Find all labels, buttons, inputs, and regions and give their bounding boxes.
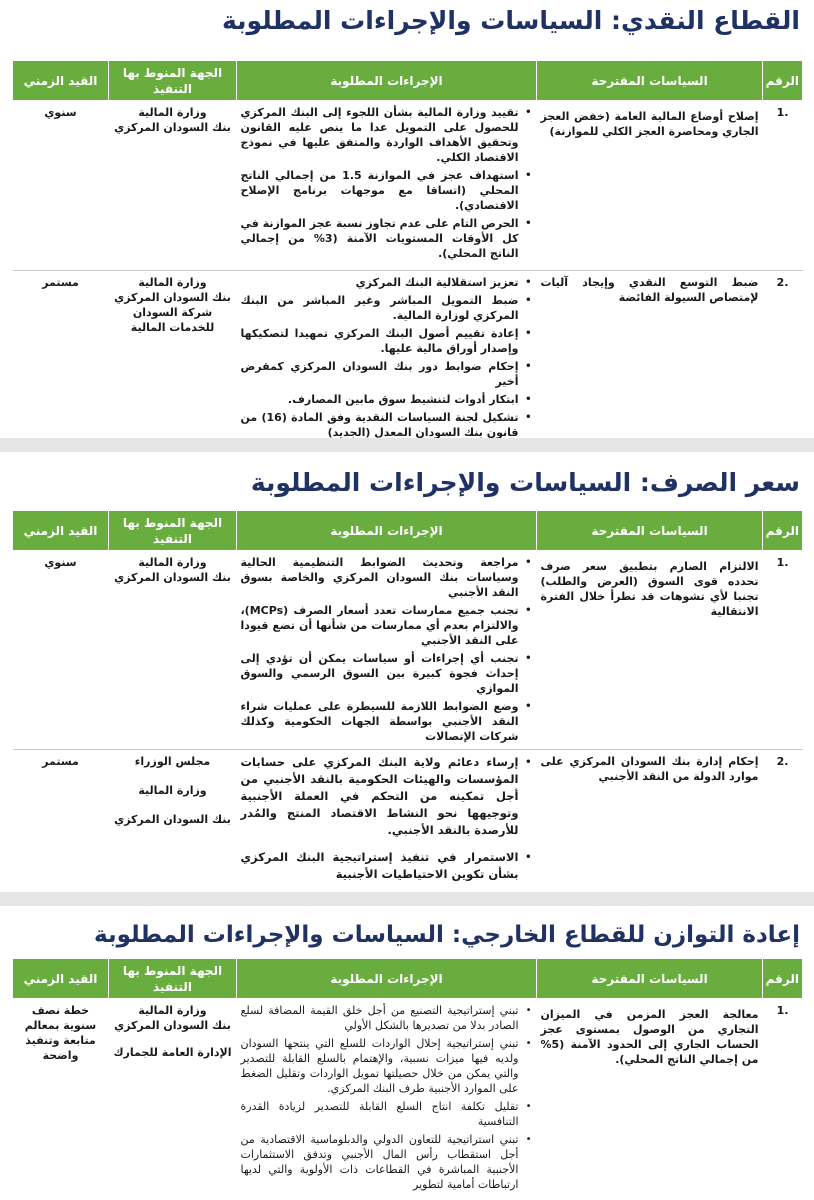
policy-table: [12, 60, 803, 438]
header-policies: السياسات المقترحة: [537, 959, 763, 999]
actions-cell: [237, 101, 537, 271]
actions-cell: [237, 271, 537, 439]
header-actions: الإجراءات المطلوبة: [237, 61, 537, 101]
header-timeframe: القيد الزمني: [13, 959, 109, 999]
bullet-icon: •: [525, 412, 532, 423]
bullet-icon: •: [525, 170, 532, 181]
header-number: الرقم: [763, 959, 803, 999]
header-actions: الإجراءات المطلوبة: [237, 959, 537, 999]
header-number: الرقم: [763, 511, 803, 551]
entity-name: بنك السودان المركزي: [114, 1019, 231, 1032]
action-item: • تجنب أي إجراءات أو سياسات يمكن أن تؤدي إلى إحداث فجوة كبيرة بين السوق الرسمي والسوق الموازي: [240, 652, 532, 695]
policy-table: [12, 510, 803, 888]
bullet-icon: •: [525, 218, 532, 229]
entity-name: وزارة المالية: [138, 1004, 207, 1017]
row-number: .1: [763, 999, 803, 1198]
entity-cell: [109, 101, 237, 271]
entity-cell: [109, 551, 237, 750]
header-actions: الإجراءات المطلوبة: [237, 511, 537, 551]
table-row: [13, 271, 803, 439]
bullet-icon: •: [525, 394, 532, 405]
entity-name: وزارة المالية: [138, 784, 207, 797]
slide-external-sector: [0, 906, 814, 1200]
header-timeframe: القيد الزمني: [13, 511, 109, 551]
policy-table: [12, 958, 803, 1197]
policy-text: الالتزام الصارم بتطبيق سعر صرف تحدده قوى السوق (العرض والطلب) تجنبا لأي تشوهات قد تطرأ خلال الفترة الانتقالية: [537, 551, 763, 750]
policy-text: ضبط التوسع النقدي وإيجاد آليات لإمتصاص السيولة الفائضة: [537, 271, 763, 439]
action-item: • وضع الضوابط اللازمة للسيطرة على عمليات شراء النقد الأجنبي بواسطة الجهات الحكومية وكذلك شركات الإتصالات: [240, 700, 532, 743]
table-row: [13, 999, 803, 1198]
page-title: القطاع النقدي: السياسات والإجراءات المطلوبة: [221, 6, 800, 35]
table-header-row: [13, 61, 803, 101]
timeframe-cell: خطة نصف سنوية بمعالم متابعة وتنفيذ واضحة: [13, 999, 109, 1198]
action-item: • إحكام ضوابط دور بنك السودان المركزي كمقرض أخير: [240, 360, 532, 388]
page-title: سعر الصرف: السياسات والإجراءات المطلوبة: [250, 468, 800, 497]
action-item: • ابتكار أدوات لتنشيط سوق مابين المصارف.: [287, 393, 532, 406]
entity-name: بنك السودان المركزي: [114, 813, 231, 826]
action-item: • تقليل تكلفة انتاج السلع القابلة للتصدير لزيادة القدرة التنافسية: [240, 1100, 532, 1128]
entity-cell: [109, 271, 237, 439]
action-item: • الاستمرار في تنفيذ إستراتيجية البنك المركزي بشأن تكوين الاحتياطيات الأجنبية: [240, 850, 532, 881]
header-timeframe: القيد الزمني: [13, 61, 109, 101]
header-policies: السياسات المقترحة: [537, 61, 763, 101]
entity-name: شركة السودان للخدمات المالية: [130, 306, 215, 334]
table-header-row: [13, 959, 803, 999]
action-item: • الحرص التام على عدم تجاوز نسبة عجز الموازنة في كل الأوقات المستويات الآمنة (3% من إجمالي الناتج المحلي).: [240, 217, 532, 260]
row-number: .1: [763, 551, 803, 750]
entity-name: وزارة المالية: [138, 276, 207, 289]
entity-name: بنك السودان المركزي: [114, 121, 231, 134]
timeframe-cell: سنوي: [13, 101, 109, 271]
action-item: • تبني إستراتيجية التصنيع من أجل خلق القيمة المضافة لسلع الصادر بدلا من تصديرها بالشكل الأولي: [240, 1004, 532, 1032]
policy-text: إصلاح أوضاع المالية العامة (خفض العجز الجاري ومحاصرة العجز الكلي للموازنة): [537, 101, 763, 271]
header-entity: الجهة المنوط بها التنفيذ: [109, 61, 237, 101]
page-title: إعادة التوازن للقطاع الخارجي: السياسات والإجراءات المطلوبة: [94, 922, 800, 948]
table-row: [13, 750, 803, 889]
entity-name: بنك السودان المركزي: [114, 571, 231, 584]
bullet-icon: •: [525, 1101, 532, 1112]
header-policies: السياسات المقترحة: [537, 511, 763, 551]
action-item: • تقييد وزارة المالية بشأن اللجوء إلى البنك المركزي للحصول على التمويل عدا ما ينص عليه القانون وتحقيق الأهداف الواردة والمتفق عليها في نموذج الاقتصاد الكلي.: [240, 106, 532, 164]
entity-name: بنك السودان المركزي: [114, 291, 231, 304]
bullet-icon: •: [525, 1038, 532, 1049]
bullet-icon: •: [525, 1005, 532, 1016]
table-row: [13, 101, 803, 271]
actions-cell: [237, 999, 537, 1198]
actions-cell: [237, 551, 537, 750]
bullet-icon: •: [525, 605, 532, 616]
policy-text: إحكام إدارة بنك السودان المركزي على موارد الدولة من النقد الأجنبي: [537, 750, 763, 889]
action-item: • ضبط التمويل المباشر وغير المباشر من البنك المركزي لوزارة المالية.: [240, 294, 532, 322]
header-number: الرقم: [763, 61, 803, 101]
bullet-icon: •: [525, 295, 532, 306]
action-item: • تشكيل لجنة السياسات النقدية وفق المادة (16) من قانون بنك السودان المعدل (الجديد): [240, 411, 532, 438]
row-number: .2: [763, 271, 803, 439]
slide-monetary-sector: [0, 0, 814, 438]
action-item: • إعادة تقييم أصول البنك المركزي تمهيدا لتصكيكها وإصدار أوراق مالية عليها.: [240, 327, 532, 355]
bullet-icon: •: [525, 653, 532, 664]
timeframe-cell: مستمر: [13, 750, 109, 889]
entity-cell: [109, 750, 237, 889]
timeframe-cell: سنوي: [13, 551, 109, 750]
bullet-icon: •: [525, 107, 532, 118]
action-item: • تبني إستراتيجية إحلال الواردات للسلع التي ينتجها السودان ولديه فيها ميزات نسبية، والإهتمام بالسلع القابلة للتصدير والتي يمكن من خلال حصيلتها تمويل الواردات وتقليل الضغط على الموارد الأجنبية طرف البنك المركزي.: [240, 1037, 532, 1095]
action-item: • تبني استراتيجية للتعاون الدولي والدبلوماسية الاقتصادية من أجل استقطاب رأس المال الأجنبي وتدفق الاستثمارات الأجنبية المباشرة في القطاعات ذات الأولوية والتي لديها ارتباطات أمامية لتطوير: [240, 1133, 532, 1191]
bullet-icon: •: [525, 852, 532, 863]
entity-cell: [109, 999, 237, 1198]
bullet-icon: •: [525, 328, 532, 339]
bullet-icon: •: [525, 1134, 532, 1145]
table-row: [13, 551, 803, 750]
bullet-icon: •: [525, 757, 532, 768]
action-item: • تعزيز استقلالية البنك المركزي: [355, 276, 532, 289]
entity-name: الإدارة العامة للجمارك: [113, 1046, 232, 1059]
header-entity: الجهة المنوط بها التنفيذ: [109, 511, 237, 551]
action-item: • مراجعة وتحديث الضوابط التنظيمية الحالية وسياسات بنك السودان المركزي والخاصة بسوق النقد الأجنبي: [240, 556, 532, 599]
entity-name: مجلس الوزراء: [134, 755, 211, 768]
action-item: • تجنب جميع ممارسات تعدد أسعار الصرف (MCPs)، والالتزام بعدم أي ممارسات من شأنها أن تضع قيودا على النقد الأجنبي: [240, 604, 532, 647]
bullet-icon: •: [525, 557, 532, 568]
slide-exchange-rate: [0, 452, 814, 892]
action-item: • إرساء دعائم ولاية البنك المركزي على حسابات المؤسسات والهيئات الحكومية بالنقد الأجنبي من أجل تمكينه من التحكم في العملة الأجنبية وتوجيهها نحو النشاط الاقتصاد المنتج والمُدر للأرصدة بالنقد الأجنبي.: [240, 755, 532, 837]
policy-text: معالجة العجز المزمن في الميزان التجاري من الوصول بمستوى عجز الحساب الجاري إلى الحدود الآمنة (5% من إجمالي الناتج المحلي).: [537, 999, 763, 1198]
entity-name: وزارة المالية: [138, 106, 207, 119]
bullet-icon: •: [525, 361, 532, 372]
header-entity: الجهة المنوط بها التنفيذ: [109, 959, 237, 999]
bullet-icon: •: [525, 701, 532, 712]
row-number: .2: [763, 750, 803, 889]
timeframe-cell: مستمر: [13, 271, 109, 439]
action-item: • استهداف عجز في الموازنة 1.5 من إجمالي الناتج المحلي (اتساقا مع موجهات برنامج الإصلاح الاقتصادي).: [240, 169, 532, 212]
entity-name: وزارة المالية: [138, 556, 207, 569]
actions-cell: [237, 750, 537, 889]
table-header-row: [13, 511, 803, 551]
row-number: .1: [763, 101, 803, 271]
bullet-icon: •: [525, 277, 532, 288]
